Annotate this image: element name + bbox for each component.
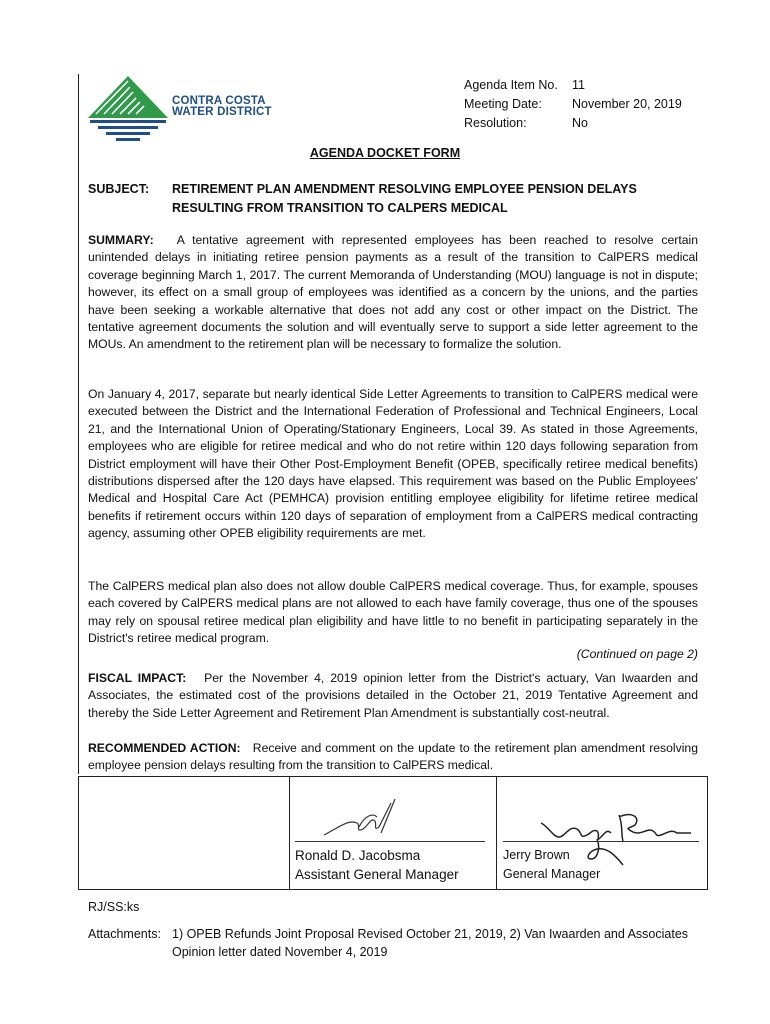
left-margin-rule — [78, 74, 79, 774]
signer-name: Jerry Brown — [503, 848, 570, 862]
signer-title: Assistant General Manager — [295, 867, 459, 882]
signature-block-agm — [295, 841, 485, 884]
recommended-action-text: Receive and comment on the update to the retirement plan amendment resolving employee pension delays resulting from the transition to CalPERS medical. — [88, 741, 698, 773]
continued-note: (Continued on page 2) — [576, 647, 698, 661]
meeting-date-row — [464, 95, 682, 114]
signature-line — [503, 841, 699, 842]
resolution-row — [464, 114, 682, 133]
signature-jacobsma — [319, 797, 409, 841]
attachments-text: 1) OPEB Refunds Joint Proposal Revised October 21, 2019, 2) Van Iwaarden and Associates Opinion letter dated November 4, 2019 — [172, 927, 689, 959]
agenda-meta — [464, 76, 682, 133]
district-logo — [86, 74, 276, 148]
logo-text-line2: WATER DISTRICT — [172, 106, 272, 118]
recommended-action-label: RECOMMENDED ACTION: — [88, 741, 241, 755]
agenda-item-label: Agenda Item No. — [464, 78, 558, 92]
summary-text: A tentative agreement with represented employees has been reached to resolve certain unintended delays in initiating retiree pension payments as a result of the transition to CalPERS medical coverage beginning March 1, 2017. The current Memoranda of Understanding (MOU) language is not in dispute; however, its effect on a small group of employees was identified as a concern by the unions, and the parties have been seeking a workable alternative that does not add any cost or other impact on the District. The tentative agreement documents the solution and will eventually serve to support a side letter agreement to the MOUs. An amendment to the retirement plan will be necessary to formalize the solution. — [88, 233, 698, 352]
summary-label: SUMMARY: — [88, 233, 154, 247]
meeting-date-value: November 20, 2019 — [572, 97, 682, 111]
fiscal-impact-label: FISCAL IMPACT: — [88, 671, 187, 685]
resolution-label: Resolution: — [464, 116, 527, 130]
side-letter-paragraph: On January 4, 2017, separate but nearly identical Side Letter Agreements to transition to CalPERS medical were executed between the District and the International Federation of Professional and Technical Engineers, Local 21, and the International Union of Operating/Stationary Engineers, Local 39. As stated in those Agreements, employees who are eligible for retiree medical and who do not retire within 120 days following separation from District employment will have their Other Post-Employment Benefit (OPEB, specifically retiree medical benefits) distributions dispersed after the 120 days have elapsed. This requirement was based on the Public Employees' Medical and Hospital Care Act (PEMHCA) provision entitling employee eligibility for lifetime retiree medical benefits if retirement occurs within 120 days of separation of employment from a CalPERS medical contracting agency, assuming other OPEB eligibility requirements are met. — [88, 387, 698, 541]
mountain-logo-icon — [86, 74, 170, 146]
signature-divider — [289, 777, 290, 889]
form-title: AGENDA DOCKET FORM — [309, 146, 461, 160]
subject-text: RETIREMENT PLAN AMENDMENT RESOLVING EMPLOYEE PENSION DELAYS RESULTING FROM TRANSITION TO CALPERS MEDICAL — [172, 182, 637, 215]
agenda-item-row — [464, 76, 682, 95]
signature-table — [78, 776, 708, 890]
signature-divider — [496, 777, 497, 889]
double-coverage-paragraph: The CalPERS medical plan also does not allow double CalPERS medical coverage. Thus, for example, spouses each covered by CalPERS medical plans are not allowed to each have family coverage, thus one of the spouses may rely on spousal retiree medical plan eligibility and have little to no benefit in participating separately in the District's retiree medical program. — [88, 579, 698, 646]
resolution-value: No — [572, 116, 588, 130]
summary-paragraph — [88, 232, 698, 354]
signer-name: Ronald D. Jacobsma — [295, 848, 421, 863]
recommended-action-paragraph — [88, 740, 698, 775]
fiscal-impact-paragraph — [88, 670, 698, 722]
subject-label: SUBJECT: — [88, 182, 150, 196]
agenda-item-value: 11 — [572, 78, 585, 92]
logo-wordmark — [172, 96, 272, 118]
signature-line — [295, 841, 485, 842]
signer-title: General Manager — [503, 867, 601, 881]
typist-initials: RJ/SS:ks — [88, 900, 140, 914]
logo-text-line1: CONTRA COSTA — [172, 95, 266, 107]
signature-block-gm — [503, 841, 699, 884]
meeting-date-label: Meeting Date: — [464, 97, 542, 111]
attachments-label: Attachments: — [88, 927, 161, 941]
fiscal-impact-text: Per the November 4, 2019 opinion letter from the District's actuary, Van Iwaarden and Associates, the estimated cost of the provisions detailed in the October 21, 2019 Tentative Agreement and thereby the Side Letter Agreement and Retirement Plan Amendment is substantially cost-neutral. — [88, 671, 698, 720]
